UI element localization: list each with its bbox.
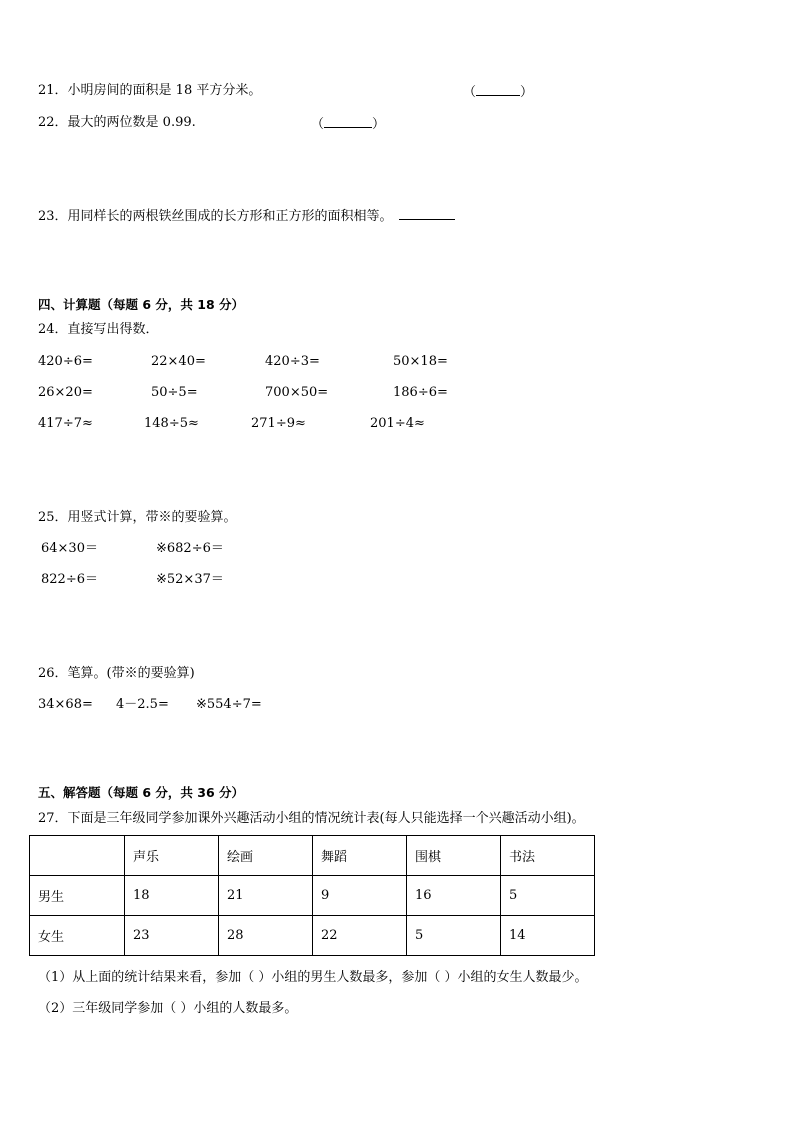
question-26-title: 26．笔算。(带※的要验算) (38, 666, 195, 681)
q25-item: 822÷6＝ (41, 572, 98, 587)
section-4-title: 四、计算题（每题 6 分，共 18 分） (38, 297, 245, 312)
table-cell: 18 (125, 876, 219, 916)
q26-item: 34×68= (38, 697, 93, 712)
q25-item: ※682÷6＝ (156, 541, 224, 556)
question-22-text: 22．最大的两位数是 0.99. (38, 115, 196, 130)
q24-item: 271÷9≈ (251, 416, 306, 431)
table-cell: 9 (313, 876, 407, 916)
question-22 (38, 115, 196, 131)
table-cell: 28 (219, 916, 313, 956)
q25-item: 64×30＝ (41, 541, 98, 556)
question-23-text: 23．用同样长的两根铁丝围成的长方形和正方形的面积相等。 (38, 209, 393, 224)
question-27-sub-2: （2）三年级同学参加（ ）小组的人数最多。 (38, 1001, 298, 1016)
table-cell: 围棋 (407, 836, 501, 876)
q24-item: 417÷7≈ (38, 416, 93, 431)
q24-item: 420÷6= (38, 354, 93, 369)
table-cell: 23 (125, 916, 219, 956)
table-row (30, 916, 595, 956)
question-23-answer-blank[interactable] (399, 207, 455, 220)
section-5-title: 五、解答题（每题 6 分，共 36 分） (38, 785, 245, 800)
q24-item: 50÷5= (151, 385, 198, 400)
q24-item: 420÷3= (265, 354, 320, 369)
table-cell: 5 (501, 876, 595, 916)
q24-item: 201÷4≈ (370, 416, 425, 431)
table-row (30, 876, 595, 916)
question-27-title: 27．下面是三年级同学参加课外兴趣活动小组的情况统计表(每人只能选择一个兴趣活动小组)。 (38, 811, 585, 826)
table-cell: 女生 (30, 916, 125, 956)
question-21-text: 21．小明房间的面积是 18 平方分米。 (38, 83, 262, 98)
table-cell: 14 (501, 916, 595, 956)
table-cell: 男生 (30, 876, 125, 916)
q24-item: 148÷5≈ (144, 416, 199, 431)
question-21 (38, 83, 261, 99)
table-header-row (30, 836, 595, 876)
table-cell: 绘画 (219, 836, 313, 876)
table-cell: 21 (219, 876, 313, 916)
question-24-title: 24．直接写出得数． (38, 322, 159, 337)
q24-item: 700×50= (265, 385, 329, 400)
table-cell: 舞蹈 (313, 836, 407, 876)
table-cell (30, 836, 125, 876)
question-27-sub-1: （1）从上面的统计结果来看，参加（ ）小组的男生人数最多，参加（ ）小组的女生人数最少。 (38, 970, 588, 985)
table-cell: 5 (407, 916, 501, 956)
q25-item: ※52×37＝ (156, 572, 224, 587)
question-25-title: 25．用竖式计算，带※的要验算。 (38, 510, 237, 525)
table-cell: 22 (313, 916, 407, 956)
table-cell: 声乐 (125, 836, 219, 876)
q26-item: 4－2.5= (116, 697, 169, 712)
q24-item: 186÷6= (393, 385, 448, 400)
q24-item: 50×18= (393, 354, 448, 369)
question-22-answer-blank[interactable]: （ ） (311, 117, 386, 132)
question-23 (38, 207, 455, 225)
q26-item: ※554÷7= (196, 697, 262, 712)
table-cell: 16 (407, 876, 501, 916)
table-cell: 书法 (501, 836, 595, 876)
statistics-table (29, 835, 595, 956)
q24-item: 26×20= (38, 385, 93, 400)
q24-item: 22×40= (151, 354, 206, 369)
question-21-answer-blank[interactable]: （ ） (463, 85, 534, 100)
